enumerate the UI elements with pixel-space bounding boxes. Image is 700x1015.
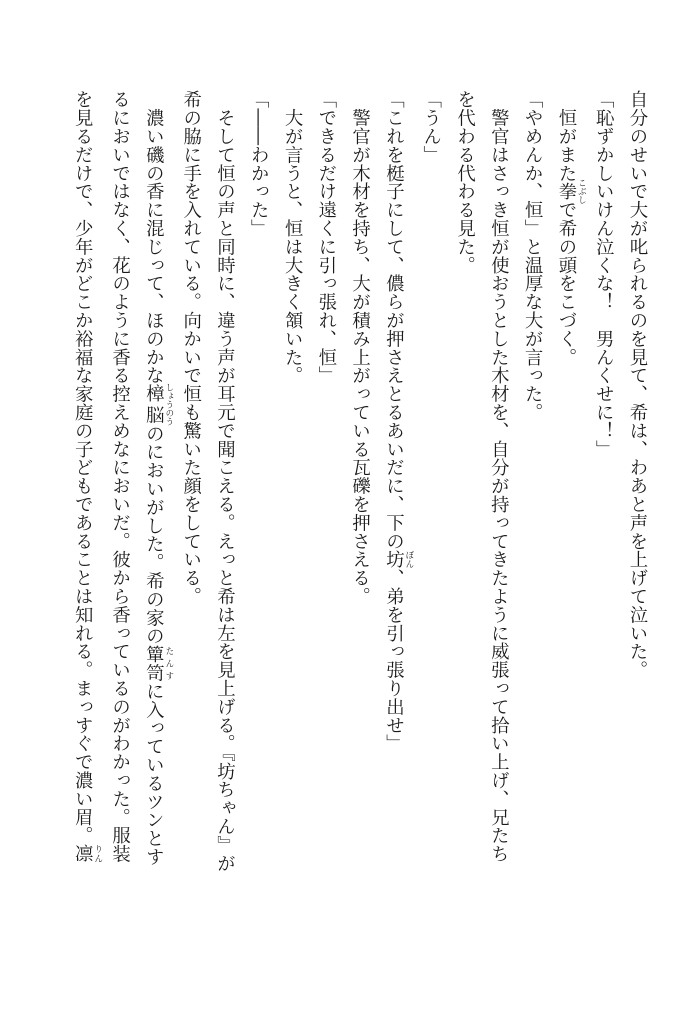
furigana-tansu — [143, 644, 174, 682]
text-line: 「これを梃子にして、儂らが押さえとるあいだに、下の坊 ぼん、弟を引っ張り出せ」 — [383, 90, 414, 753]
ruby-base: 拳 — [555, 178, 577, 204]
text-line: 「――わかった」 — [248, 90, 270, 238]
furigana-shounou — [143, 382, 174, 426]
ruby-base: 樟脳 — [143, 382, 165, 426]
ruby-base: 凛 — [72, 844, 94, 863]
text-line: そして恒の声と同時に、違う声が耳元で聞こえる。えっと希は左を見上げる。『坊ちゃん』が — [214, 90, 236, 872]
text-line: を見るだけで、少年がどこか裕福な家庭の子どもであることは知れる。まっすぐで濃い眉。凛 りん — [72, 90, 103, 863]
text-line: 「やめんか、恒」と温厚な大が言った。 — [522, 90, 544, 422]
text-line: 自分のせいで大が叱られるのを見て、希は、わあと声を上げて泣いた。 — [627, 90, 648, 679]
text-line: 「恥ずかしいけん泣くな！ 男んくせに！」 — [593, 90, 615, 458]
ruby-reading: たんす — [163, 644, 174, 682]
ruby-reading: りん — [92, 844, 103, 863]
ruby-base: 坊 — [383, 550, 405, 569]
text-line: 希の脇に手を入れている。向かいで恒も驚いた顔をしている。 — [180, 90, 202, 606]
ruby-reading: こぶし — [576, 178, 587, 204]
ruby-reading: しょうのう — [163, 382, 174, 426]
furigana-kobushi — [555, 178, 587, 204]
text-line: 大が言うと、恒は大きく頷いた。 — [282, 90, 304, 385]
ruby-base: 簞笥 — [143, 644, 165, 682]
text-line: 「できるだけ遠くに引っ張れ、恒」 — [315, 90, 337, 385]
text-line: 濃い磯の香に混じって、ほのかな樟脳 しょうのうのにおいがした。希の家の簞笥 たんすに入っているツンとす — [143, 90, 174, 866]
text-line: 警官が木材を持ち、大が積み上がっている瓦礫を押さえる。 — [349, 90, 371, 606]
text-line: を代わる代わる見た。 — [454, 90, 476, 274]
text-line: 「うん」 — [420, 90, 442, 164]
ruby-reading: ぼん — [403, 550, 414, 569]
vertical-text-body — [65, 90, 654, 970]
text-line: るにおいではなく、花のように香る控えめなにおいだ。彼から香っているのがわかった。服装 — [109, 90, 131, 863]
furigana-rin — [72, 844, 103, 863]
furigana-bon — [383, 550, 414, 569]
text-line: 警官はさっき恒が使おうとした木材を、自分が持ってきたように威張って拾い上げ、兄たち — [488, 90, 510, 863]
text-line: 恒がまた拳 こぶしで希の頭をこづく。 — [555, 90, 587, 367]
